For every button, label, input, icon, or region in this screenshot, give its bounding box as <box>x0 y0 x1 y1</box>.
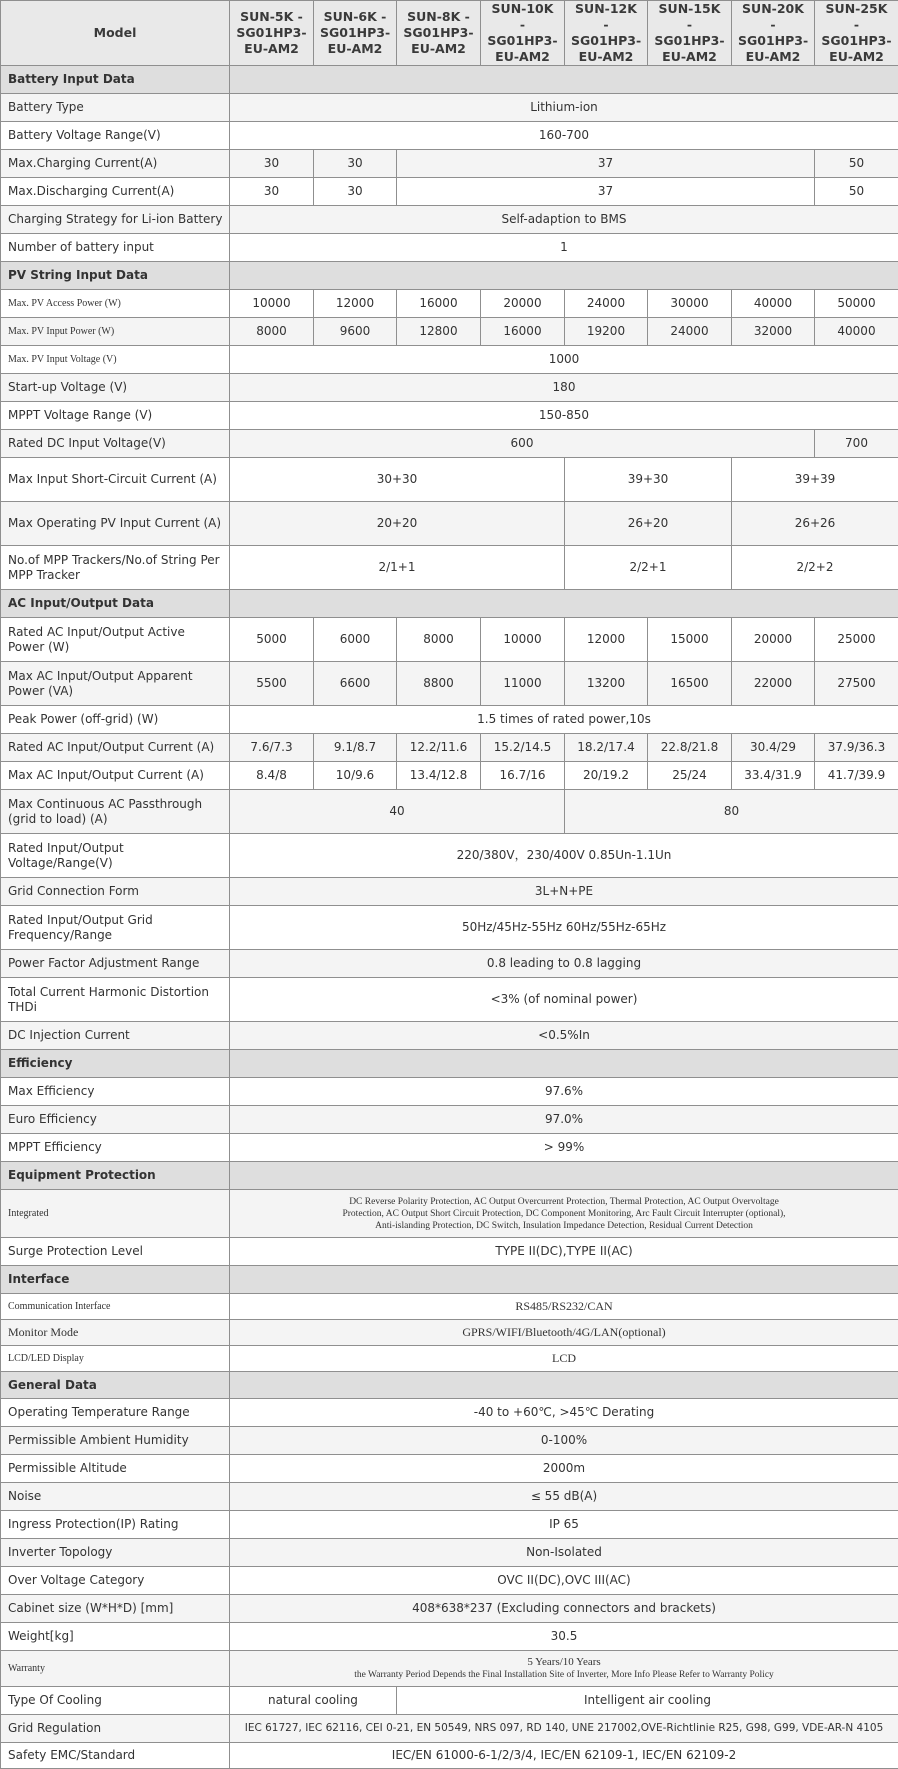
spec-row <box>1 1294 898 1320</box>
spec-value <box>230 1651 898 1687</box>
spec-row <box>1 978 898 1022</box>
spec-value: 8000 <box>397 618 481 662</box>
section-title: Efficiency <box>1 1050 230 1078</box>
spec-row <box>1 1078 898 1106</box>
spec-value: 408*638*237 (Excluding connectors and brackets) <box>230 1595 898 1623</box>
spec-value: 8.4/8 <box>230 762 314 790</box>
spec-value: 30 <box>230 150 314 178</box>
spec-label: Ingress Protection(IP) Rating <box>1 1511 230 1539</box>
spec-value: 30 <box>314 178 397 206</box>
warranty-line: 5 Years/10 Years <box>236 1656 892 1669</box>
spec-row <box>1 1715 898 1743</box>
spec-row <box>1 1511 898 1539</box>
spec-row <box>1 878 898 906</box>
spec-value: 9.1/8.7 <box>314 734 397 762</box>
spec-value: 1000 <box>230 346 898 374</box>
spec-value: IEC/EN 61000-6-1/2/3/4, IEC/EN 62109-1, IEC/EN 62109-2 <box>230 1743 898 1769</box>
section-title: Interface <box>1 1266 230 1294</box>
spec-value: 13.4/12.8 <box>397 762 481 790</box>
spec-value: 2/2+1 <box>565 546 732 590</box>
spec-value: 39+39 <box>732 458 898 502</box>
spec-value: 220/380V，230/400V 0.85Un-1.1Un <box>230 834 898 878</box>
spec-value: 2000m <box>230 1455 898 1483</box>
spec-row <box>1 950 898 978</box>
spec-value: IP 65 <box>230 1511 898 1539</box>
spec-label: Number of battery input <box>1 234 230 262</box>
spec-label: Type Of Cooling <box>1 1687 230 1715</box>
spec-label: MPPT Voltage Range (V) <box>1 402 230 430</box>
spec-label: LCD/LED Display <box>1 1346 230 1372</box>
model-name: SUN-12K - SG01HP3-EU-AM2 <box>565 1 648 66</box>
model-name: SUN-8K - SG01HP3-EU-AM2 <box>397 1 481 66</box>
spec-value: 30 <box>230 178 314 206</box>
spec-value: 40000 <box>815 318 898 346</box>
spec-value: 25/24 <box>648 762 732 790</box>
spec-value: 22000 <box>732 662 815 706</box>
section-pv <box>1 262 898 290</box>
spec-value: 10000 <box>481 618 565 662</box>
section-general <box>1 1372 898 1399</box>
spec-row <box>1 1651 898 1687</box>
spec-value: 20/19.2 <box>565 762 648 790</box>
spec-row <box>1 906 898 950</box>
spec-row <box>1 1539 898 1567</box>
spec-value: 5500 <box>230 662 314 706</box>
spec-value: Non-Isolated <box>230 1539 898 1567</box>
spec-value: 16000 <box>481 318 565 346</box>
spec-row <box>1 1399 898 1427</box>
spec-row <box>1 1346 898 1372</box>
spec-label: Grid Regulation <box>1 1715 230 1743</box>
spec-value: 9600 <box>314 318 397 346</box>
spec-value: Self-adaption to BMS <box>230 206 898 234</box>
spec-row <box>1 1743 898 1769</box>
spec-row <box>1 734 898 762</box>
spec-value: 13200 <box>565 662 648 706</box>
spec-row <box>1 150 898 178</box>
spec-value: 0-100% <box>230 1427 898 1455</box>
spec-row <box>1 1190 898 1238</box>
spec-value: <3% (of nominal power) <box>230 978 898 1022</box>
spec-label: Grid Connection Form <box>1 878 230 906</box>
spec-value: LCD <box>230 1346 898 1372</box>
spec-label: Over Voltage Category <box>1 1567 230 1595</box>
spec-value: 97.6% <box>230 1078 898 1106</box>
spec-value: 700 <box>815 430 898 458</box>
spec-value: 37.9/36.3 <box>815 734 898 762</box>
spec-label: Battery Voltage Range(V) <box>1 122 230 150</box>
spec-row <box>1 1567 898 1595</box>
spec-label: Inverter Topology <box>1 1539 230 1567</box>
spec-label: Permissible Ambient Humidity <box>1 1427 230 1455</box>
spec-value: 24000 <box>565 290 648 318</box>
model-name: SUN-6K - SG01HP3-EU-AM2 <box>314 1 397 66</box>
spec-label: Peak Power (off-grid) (W) <box>1 706 230 734</box>
spec-value: 15.2/14.5 <box>481 734 565 762</box>
spec-value: 1.5 times of rated power,10s <box>230 706 898 734</box>
spec-label: Noise <box>1 1483 230 1511</box>
spec-label: Rated Input/Output Grid Frequency/Range <box>1 906 230 950</box>
spec-value: 37 <box>397 150 815 178</box>
spec-value: 6000 <box>314 618 397 662</box>
spec-value: 16000 <box>397 290 481 318</box>
spec-value: <0.5%In <box>230 1022 898 1050</box>
spec-label: Rated AC Input/Output Active Power (W) <box>1 618 230 662</box>
spec-value: 12000 <box>314 290 397 318</box>
spec-value: 7.6/7.3 <box>230 734 314 762</box>
integrated-line: Anti-islanding Protection, DC Switch, Insulation Impedance Detection, Residual Current Detection <box>236 1220 892 1232</box>
spec-value: 24000 <box>648 318 732 346</box>
spec-row <box>1 206 898 234</box>
spec-label: Integrated <box>1 1190 230 1238</box>
header-row <box>1 1 898 66</box>
spec-value: 10/9.6 <box>314 762 397 790</box>
spec-value: 20+20 <box>230 502 565 546</box>
spec-value: 50000 <box>815 290 898 318</box>
spec-row <box>1 1595 898 1623</box>
spec-label: Max AC Input/Output Current (A) <box>1 762 230 790</box>
spec-value: 41.7/39.9 <box>815 762 898 790</box>
spec-value: 11000 <box>481 662 565 706</box>
section-title: PV String Input Data <box>1 262 230 290</box>
section-title: AC Input/Output Data <box>1 590 230 618</box>
spec-value: 27500 <box>815 662 898 706</box>
spec-label: Rated DC Input Voltage(V) <box>1 430 230 458</box>
spec-label: Power Factor Adjustment Range <box>1 950 230 978</box>
section-ac <box>1 590 898 618</box>
spec-row <box>1 1022 898 1050</box>
spec-value: 18.2/17.4 <box>565 734 648 762</box>
spec-value: 600 <box>230 430 815 458</box>
spec-value: TYPE II(DC),TYPE II(AC) <box>230 1238 898 1266</box>
spec-label: Permissible Altitude <box>1 1455 230 1483</box>
spec-label: Start-up Voltage (V) <box>1 374 230 402</box>
spec-row <box>1 1238 898 1266</box>
spec-value: 30+30 <box>230 458 565 502</box>
spec-value: 2/1+1 <box>230 546 565 590</box>
spec-label: Warranty <box>1 1651 230 1687</box>
spec-label: Rated Input/Output Voltage/Range(V) <box>1 834 230 878</box>
spec-value: 16500 <box>648 662 732 706</box>
spec-value: 20000 <box>732 618 815 662</box>
spec-value: 30 <box>314 150 397 178</box>
model-name: SUN-5K - SG01HP3-EU-AM2 <box>230 1 314 66</box>
spec-value: 25000 <box>815 618 898 662</box>
spec-label: Max AC Input/Output Apparent Power (VA) <box>1 662 230 706</box>
section-battery <box>1 66 898 94</box>
spec-label: Euro Efficiency <box>1 1106 230 1134</box>
spec-value: 2/2+2 <box>732 546 898 590</box>
spec-value: 10000 <box>230 290 314 318</box>
spec-label: Safety EMC/Standard <box>1 1743 230 1769</box>
spec-value: GPRS/WIFI/Bluetooth/4G/LAN(optional) <box>230 1320 898 1346</box>
spec-row <box>1 502 898 546</box>
spec-row <box>1 762 898 790</box>
spec-value: 50Hz/45Hz-55Hz 60Hz/55Hz-65Hz <box>230 906 898 950</box>
spec-value: 12800 <box>397 318 481 346</box>
model-header: Model <box>1 1 230 66</box>
spec-value: 3L+N+PE <box>230 878 898 906</box>
spec-value: 16.7/16 <box>481 762 565 790</box>
spec-value: 12.2/11.6 <box>397 734 481 762</box>
spec-value: 20000 <box>481 290 565 318</box>
spec-value: 0.8 leading to 0.8 lagging <box>230 950 898 978</box>
spec-row <box>1 458 898 502</box>
spec-value: -40 to +60℃, >45℃ Derating <box>230 1399 898 1427</box>
spec-value: 160-700 <box>230 122 898 150</box>
warranty-line: the Warranty Period Depends the Final Installation Site of Inverter, More Info Please Refer to Warranty Policy <box>236 1669 892 1681</box>
integrated-line: DC Reverse Polarity Protection, AC Output Overcurrent Protection, Thermal Protection, AC Output Overvoltage <box>236 1196 892 1208</box>
spec-value: 40 <box>230 790 565 834</box>
spec-row <box>1 374 898 402</box>
spec-row <box>1 662 898 706</box>
spec-value: 8000 <box>230 318 314 346</box>
spec-label: Max. PV Access Power (W) <box>1 290 230 318</box>
spec-label: No.of MPP Trackers/No.of String Per MPP Tracker <box>1 546 230 590</box>
spec-row <box>1 94 898 122</box>
spec-label: Monitor Mode <box>1 1320 230 1346</box>
spec-value: IEC 61727, IEC 62116, CEI 0-21, EN 50549, NRS 097, RD 140, UNE 217002,OVE-Richtlinie R25, G98, G99, VDE-AR-N 4105 <box>230 1715 898 1743</box>
spec-value: 180 <box>230 374 898 402</box>
spec-value: 37 <box>397 178 815 206</box>
model-name: SUN-25K - SG01HP3-EU-AM2 <box>815 1 898 66</box>
spec-value: 80 <box>565 790 898 834</box>
spec-row <box>1 1687 898 1715</box>
spec-value: ≤ 55 dB(A) <box>230 1483 898 1511</box>
spec-value: 30000 <box>648 290 732 318</box>
spec-value: 40000 <box>732 290 815 318</box>
spec-value: 6600 <box>314 662 397 706</box>
spec-value: 30.5 <box>230 1623 898 1651</box>
spec-value: 26+26 <box>732 502 898 546</box>
spec-value <box>230 1190 898 1238</box>
spec-row <box>1 546 898 590</box>
spec-label: Max.Discharging Current(A) <box>1 178 230 206</box>
spec-label: DC Injection Current <box>1 1022 230 1050</box>
spec-label: Cabinet size (W*H*D) [mm] <box>1 1595 230 1623</box>
spec-row <box>1 834 898 878</box>
spec-value: 12000 <box>565 618 648 662</box>
spec-label: Max Input Short-Circuit Current (A) <box>1 458 230 502</box>
spec-value: OVC II(DC),OVC III(AC) <box>230 1567 898 1595</box>
spec-value: > 99% <box>230 1134 898 1162</box>
spec-value: 50 <box>815 150 898 178</box>
spec-value: Intelligent air cooling <box>397 1687 898 1715</box>
spec-row <box>1 402 898 430</box>
spec-value: 15000 <box>648 618 732 662</box>
spec-row <box>1 1134 898 1162</box>
spec-label: Max Continuous AC Passthrough (grid to load) (A) <box>1 790 230 834</box>
spec-row <box>1 234 898 262</box>
spec-value: 32000 <box>732 318 815 346</box>
section-interface <box>1 1266 898 1294</box>
spec-row <box>1 1483 898 1511</box>
spec-value: 19200 <box>565 318 648 346</box>
spec-value: 26+20 <box>565 502 732 546</box>
spec-row <box>1 790 898 834</box>
spec-value: 30.4/29 <box>732 734 815 762</box>
integrated-line: Protection, AC Output Short Circuit Protection, DC Component Monitoring, Arc Fault Circuit Interrupter (optional), <box>236 1208 892 1220</box>
spec-value: 8800 <box>397 662 481 706</box>
spec-label: Total Current Harmonic Distortion THDi <box>1 978 230 1022</box>
spec-label: Battery Type <box>1 94 230 122</box>
spec-row <box>1 318 898 346</box>
spec-label: Max. PV Input Power (W) <box>1 318 230 346</box>
model-name: SUN-15K - SG01HP3-EU-AM2 <box>648 1 732 66</box>
section-protection <box>1 1162 898 1190</box>
spec-value: 150-850 <box>230 402 898 430</box>
spec-row <box>1 178 898 206</box>
spec-label: Weight[kg] <box>1 1623 230 1651</box>
spec-row <box>1 122 898 150</box>
section-efficiency <box>1 1050 898 1078</box>
spec-row <box>1 618 898 662</box>
spec-value: 97.0% <box>230 1106 898 1134</box>
spec-value: Lithium-ion <box>230 94 898 122</box>
spec-label: Charging Strategy for Li-ion Battery <box>1 206 230 234</box>
spec-row <box>1 1455 898 1483</box>
model-name: SUN-10K - SG01HP3-EU-AM2 <box>481 1 565 66</box>
spec-value: 33.4/31.9 <box>732 762 815 790</box>
spec-label: Max. PV Input Voltage (V) <box>1 346 230 374</box>
spec-value: RS485/RS232/CAN <box>230 1294 898 1320</box>
spec-label: Operating Temperature Range <box>1 1399 230 1427</box>
spec-row <box>1 346 898 374</box>
section-title: Equipment Protection <box>1 1162 230 1190</box>
spec-label: Communication Interface <box>1 1294 230 1320</box>
spec-row <box>1 1427 898 1455</box>
section-title: Battery Input Data <box>1 66 230 94</box>
spec-label: Max Efficiency <box>1 1078 230 1106</box>
spec-label: MPPT Efficiency <box>1 1134 230 1162</box>
spec-label: Max Operating PV Input Current (A) <box>1 502 230 546</box>
spec-value: 1 <box>230 234 898 262</box>
spec-row <box>1 706 898 734</box>
model-name: SUN-20K - SG01HP3-EU-AM2 <box>732 1 815 66</box>
spec-row <box>1 1320 898 1346</box>
spec-value: 50 <box>815 178 898 206</box>
spec-row <box>1 290 898 318</box>
spec-row <box>1 430 898 458</box>
spec-label: Max.Charging Current(A) <box>1 150 230 178</box>
spec-row <box>1 1106 898 1134</box>
spec-label: Rated AC Input/Output Current (A) <box>1 734 230 762</box>
spec-label: Surge Protection Level <box>1 1238 230 1266</box>
spec-value: 22.8/21.8 <box>648 734 732 762</box>
spec-row <box>1 1623 898 1651</box>
spec-value: 5000 <box>230 618 314 662</box>
spec-value: natural cooling <box>230 1687 397 1715</box>
section-title: General Data <box>1 1372 230 1399</box>
spec-value: 39+30 <box>565 458 732 502</box>
